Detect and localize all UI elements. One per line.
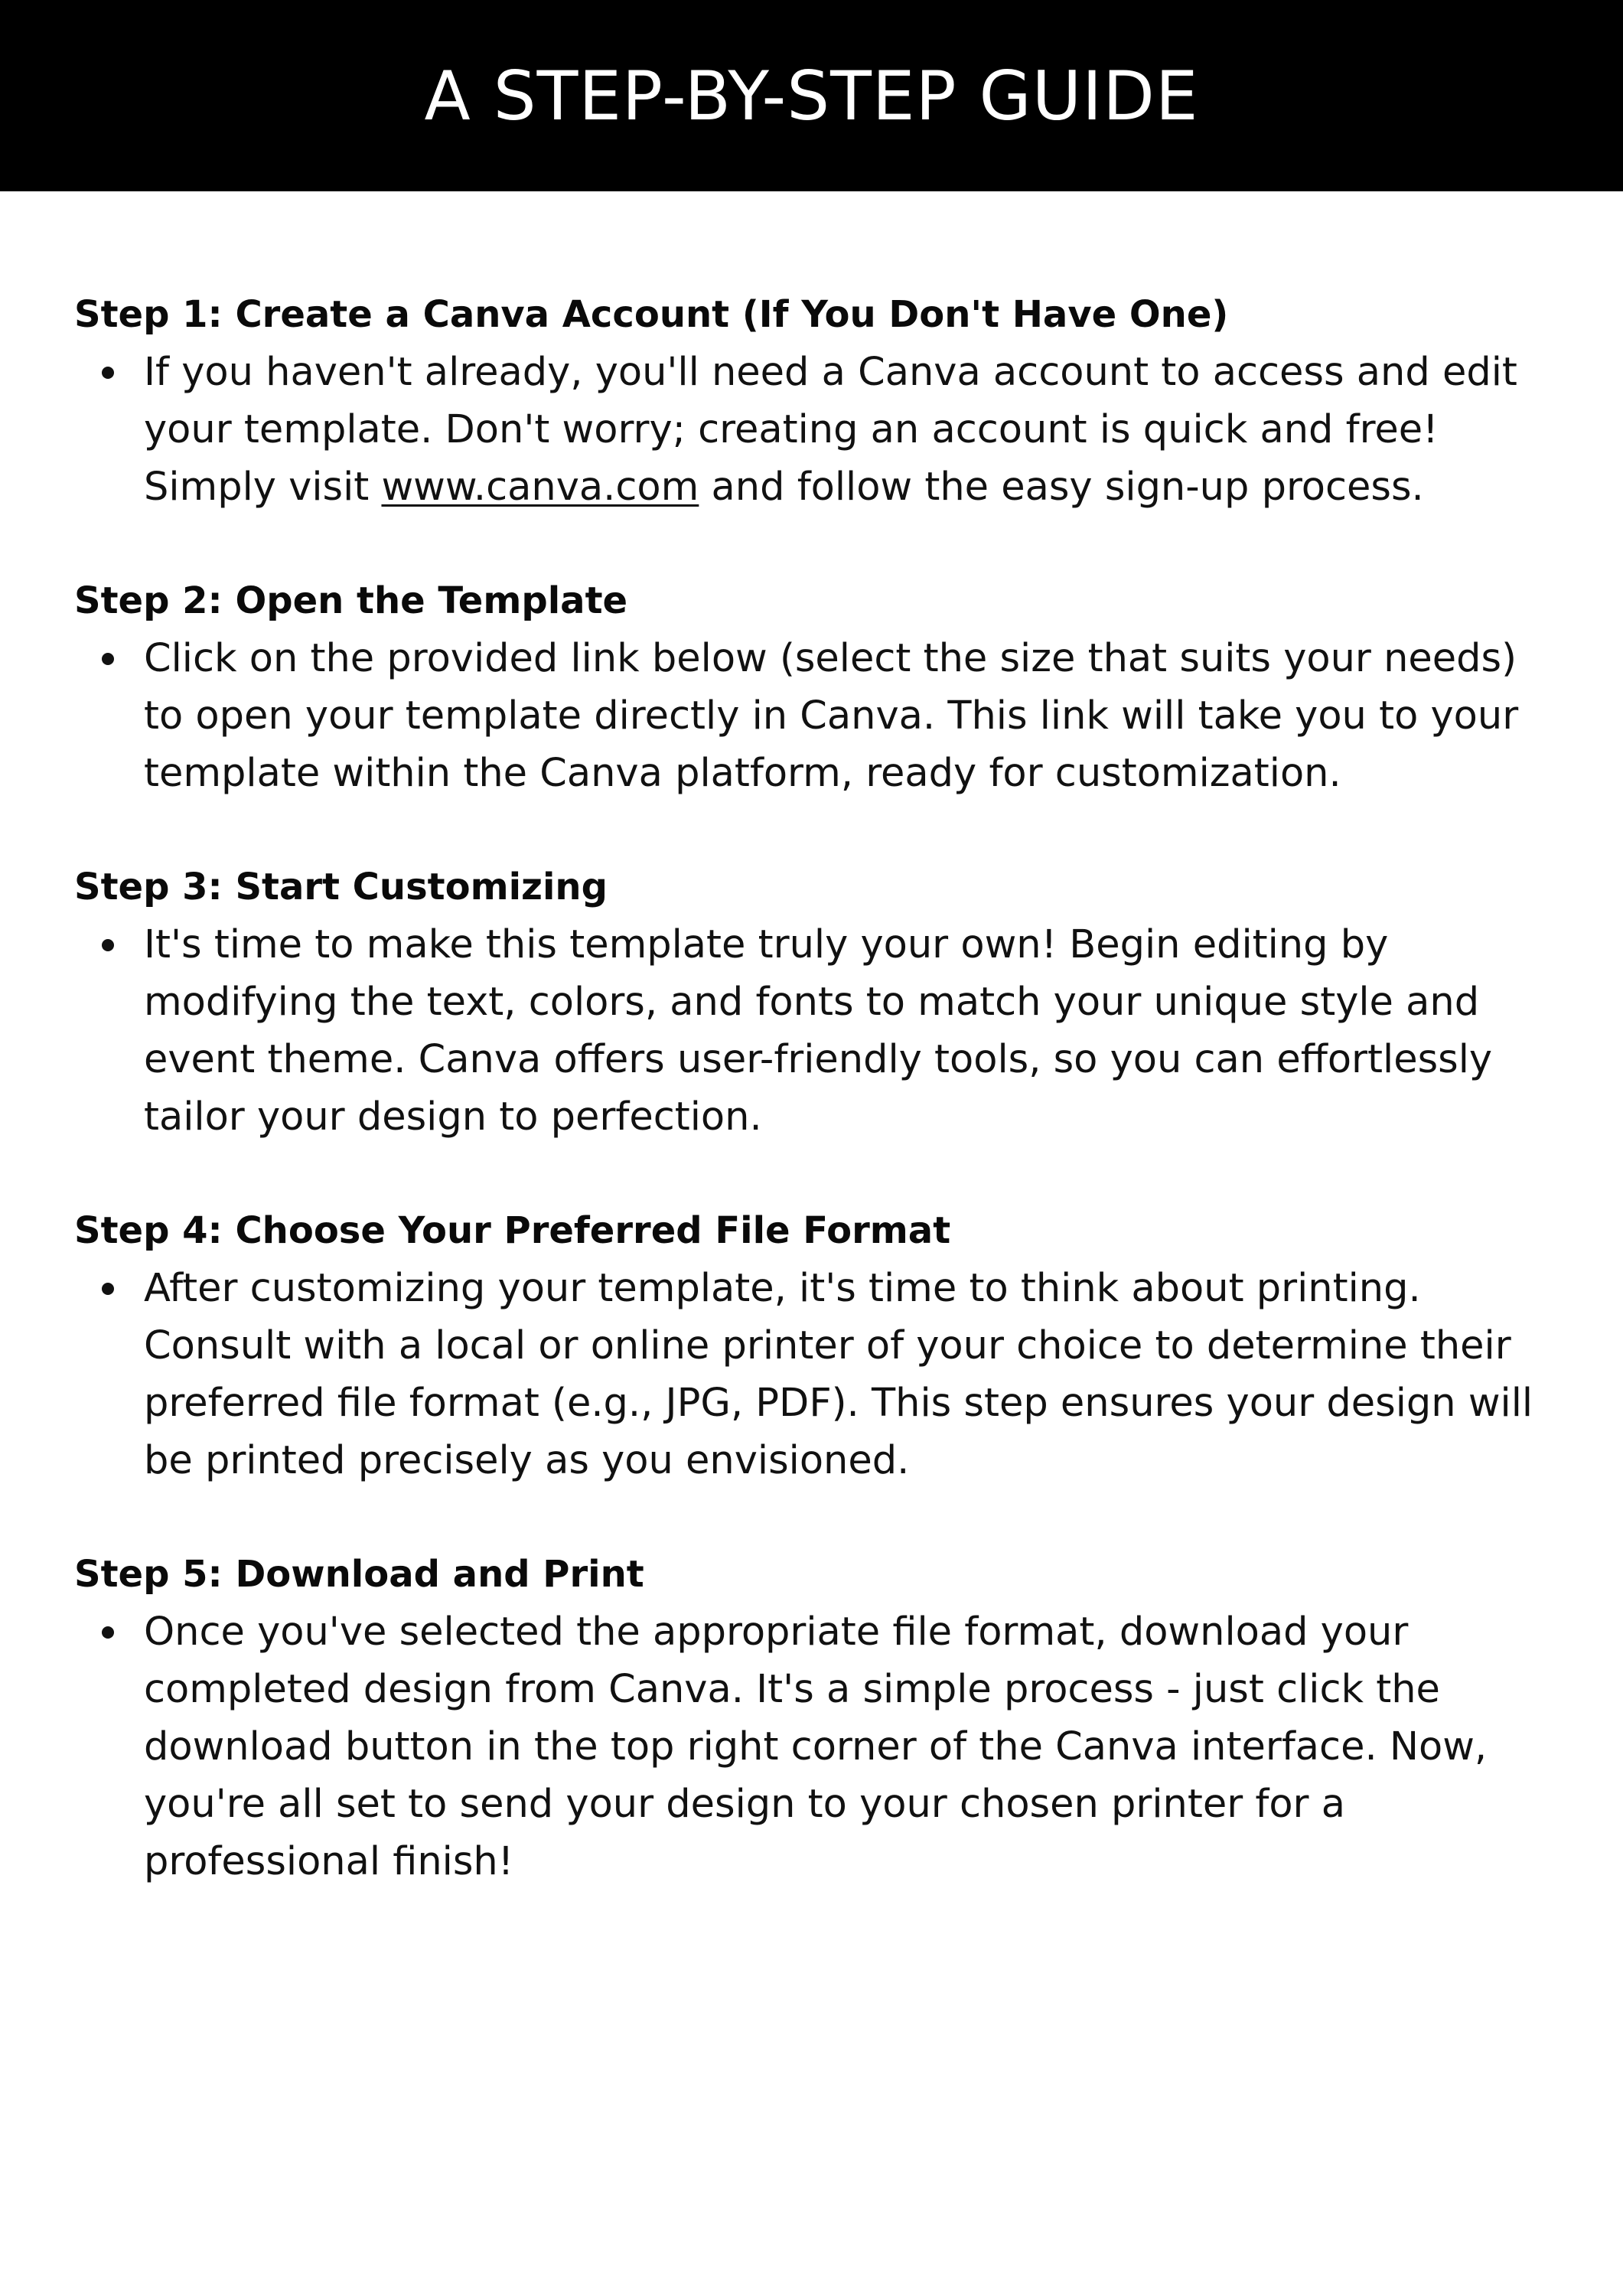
step-1-heading: Step 1: Create a Canva Account (If You Don't Have One) — [74, 293, 1229, 336]
step-3 — [74, 859, 1559, 1146]
steps-content — [74, 286, 1559, 1947]
bullet-icon — [102, 1283, 114, 1295]
step-2 — [74, 572, 1559, 802]
bullet-icon — [102, 367, 114, 379]
step-3-list — [74, 916, 1559, 1146]
step-2-list — [74, 630, 1559, 802]
step-4-heading: Step 4: Choose Your Preferred File Format — [74, 1209, 951, 1252]
bullet-icon — [102, 1626, 114, 1639]
step-1-text-before-link: If you haven't already, you'll need a Canva account to access and edit your template. Don't worry; creating an account is quick and free! Simply visit — [144, 350, 1517, 510]
step-1-item — [74, 344, 1559, 516]
bullet-icon — [102, 939, 114, 951]
step-4-text: After customizing your template, it's time to think about printing. Consult with a local or online printer of your choice to determine their preferred file format (e.g., JPG, PDF). This step ensures your design will be printed precisely as you envisioned. — [144, 1266, 1533, 1483]
step-1-list — [74, 344, 1559, 516]
step-2-heading: Step 2: Open the Template — [74, 579, 628, 622]
step-1 — [74, 286, 1559, 516]
header-band — [0, 0, 1623, 191]
step-5-text: Once you've selected the appropriate file format, download your completed design from Canva. It's a simple process - just click the download button in the top right corner of the Canva interface. Now, you're all set to send your design to your chosen printer for a professional finish! — [144, 1609, 1488, 1884]
step-3-text: It's time to make this template truly your own! Begin editing by modifying the text, colors, and fonts to match your unique style and event theme. Canva offers user-friendly tools, so you can effortlessly tailor your design to perfection. — [144, 922, 1493, 1140]
step-5-heading: Step 5: Download and Print — [74, 1553, 644, 1596]
step-3-item — [74, 916, 1559, 1146]
step-5 — [74, 1546, 1559, 1890]
step-2-item — [74, 630, 1559, 802]
step-5-list — [74, 1603, 1559, 1890]
canva-website-link[interactable]: www.canva.com — [381, 465, 699, 510]
step-4 — [74, 1202, 1559, 1489]
step-4-list — [74, 1260, 1559, 1489]
step-5-item — [74, 1603, 1559, 1890]
step-4-item — [74, 1260, 1559, 1489]
bullet-icon — [102, 653, 114, 665]
step-1-text-after-link: and follow the easy sign-up process. — [699, 465, 1424, 510]
step-3-heading: Step 3: Start Customizing — [74, 866, 608, 908]
step-2-text: Click on the provided link below (select the size that suits your needs) to open your template directly in Canva. This link will take you to your template within the Canva platform, ready for customization. — [144, 636, 1519, 796]
page-title: A STEP-BY-STEP GUIDE — [424, 56, 1199, 135]
